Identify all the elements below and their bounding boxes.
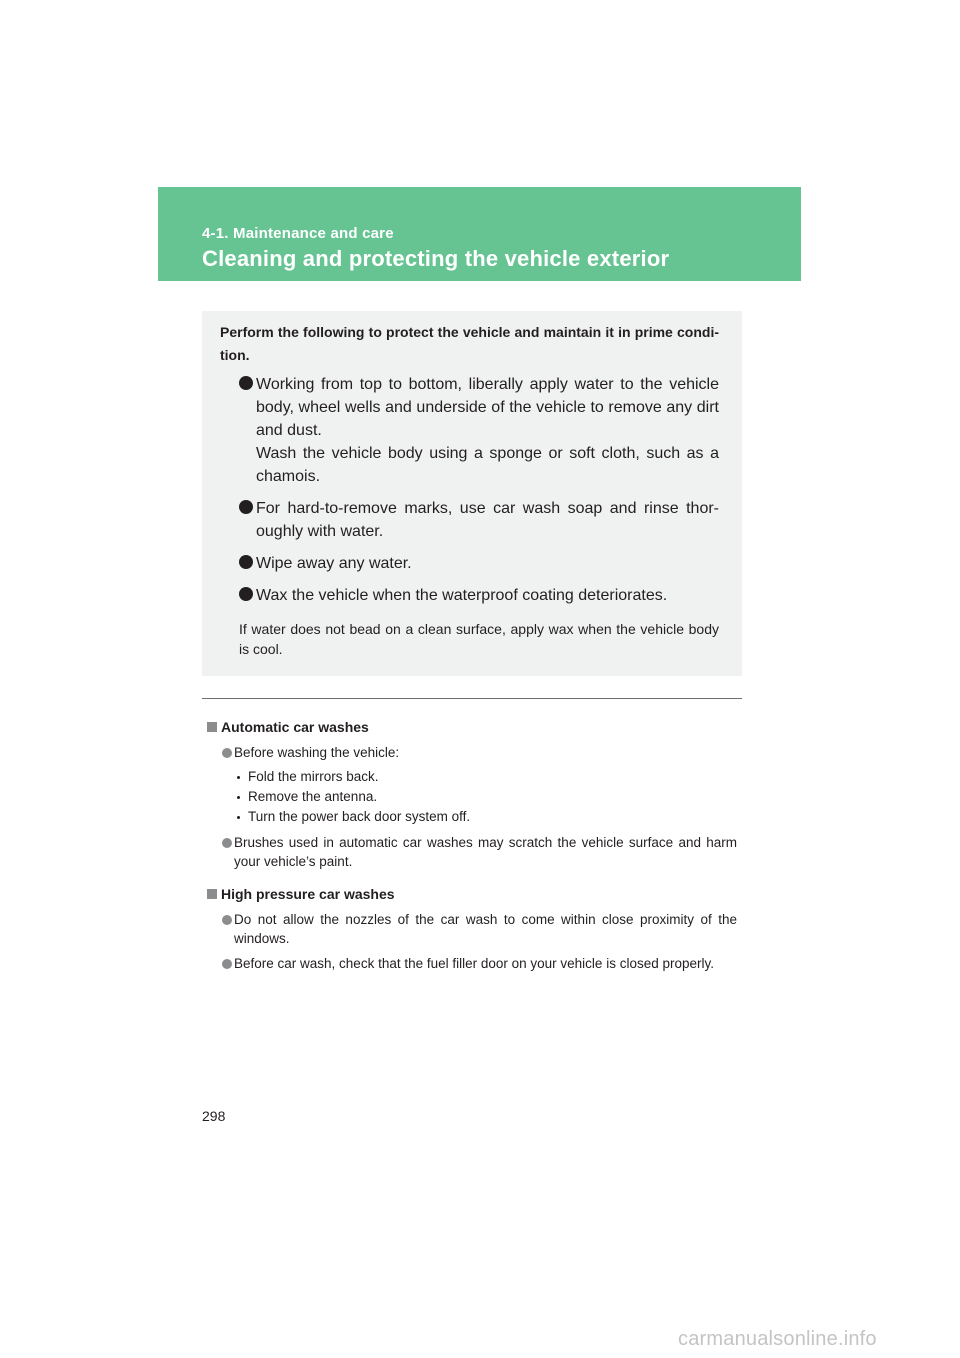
watermark: carmanualsonline.info: [678, 1328, 877, 1350]
checklist-item: Turn the power back door system off.: [236, 807, 737, 827]
automatic-car-wash-heading: [207, 716, 737, 738]
step-text: Working from top to bottom, liberally apply water to the vehicle body, wheel wells and underside of the vehicle to remove any dirt and dust.: [256, 376, 719, 439]
step-subtext: Wash the vehicle body using a sponge or soft cloth, such as a chamois.: [256, 445, 719, 485]
details-section: [207, 716, 737, 979]
square-bullet-icon: [207, 889, 217, 899]
detail-item: [222, 833, 737, 871]
page-number: 298: [202, 1108, 226, 1124]
detail-item: [222, 910, 737, 948]
high-pressure-car-wash-heading: [207, 883, 737, 905]
bullet-icon: [222, 915, 232, 925]
wax-note: If water does not bead on a clean surface, apply wax when the vehicle body is cool.: [239, 621, 719, 657]
step-text: Wipe away any water.: [256, 555, 412, 572]
procedure-step: [239, 373, 719, 488]
checklist-item: Remove the antenna.: [236, 787, 737, 807]
heading-text: High pressure car washes: [221, 886, 395, 902]
step-text: Wax the vehicle when the waterproof coating deteriorates.: [256, 587, 668, 604]
procedure-intro: Perform the following to protect the vehicle and maintain it in prime condi-tion.: [220, 324, 719, 363]
automatic-car-wash-group: [207, 716, 737, 871]
step-text: For hard-to-remove marks, use car wash soap and rinse thor-oughly with water.: [256, 500, 719, 540]
bullet-icon: [222, 959, 232, 969]
detail-item: [222, 743, 737, 827]
detail-item: [222, 954, 737, 973]
heading-text: Automatic car washes: [221, 719, 369, 735]
detail-text: Brushes used in automatic car washes may scratch the vehicle surface and harm your vehicle’s paint.: [234, 835, 737, 869]
procedure-steps: [220, 373, 719, 607]
detail-text: Before car wash, check that the fuel filler door on your vehicle is closed properly.: [234, 956, 714, 971]
high-pressure-car-wash-group: [207, 883, 737, 973]
bullet-icon: [239, 587, 253, 601]
bullet-icon: [222, 748, 232, 758]
detail-text: Before washing the vehicle:: [234, 745, 400, 760]
bullet-icon: [239, 376, 253, 390]
pre-wash-checklist: [234, 767, 737, 827]
procedure-step: [239, 497, 719, 543]
bullet-icon: [222, 838, 232, 848]
section-header-band: [158, 187, 801, 281]
section-divider: [202, 698, 742, 699]
checklist-item: Fold the mirrors back.: [236, 767, 737, 787]
procedure-step: [239, 552, 719, 575]
procedure-box: [202, 311, 742, 676]
procedure-step: [239, 584, 719, 607]
section-label: 4-1. Maintenance and care: [202, 225, 394, 242]
page-title: Cleaning and protecting the vehicle exterior: [202, 246, 670, 271]
bullet-icon: [239, 555, 253, 569]
detail-text: Do not allow the nozzles of the car wash to come within close proximity of the windows.: [234, 912, 737, 946]
bullet-icon: [239, 500, 253, 514]
square-bullet-icon: [207, 722, 217, 732]
